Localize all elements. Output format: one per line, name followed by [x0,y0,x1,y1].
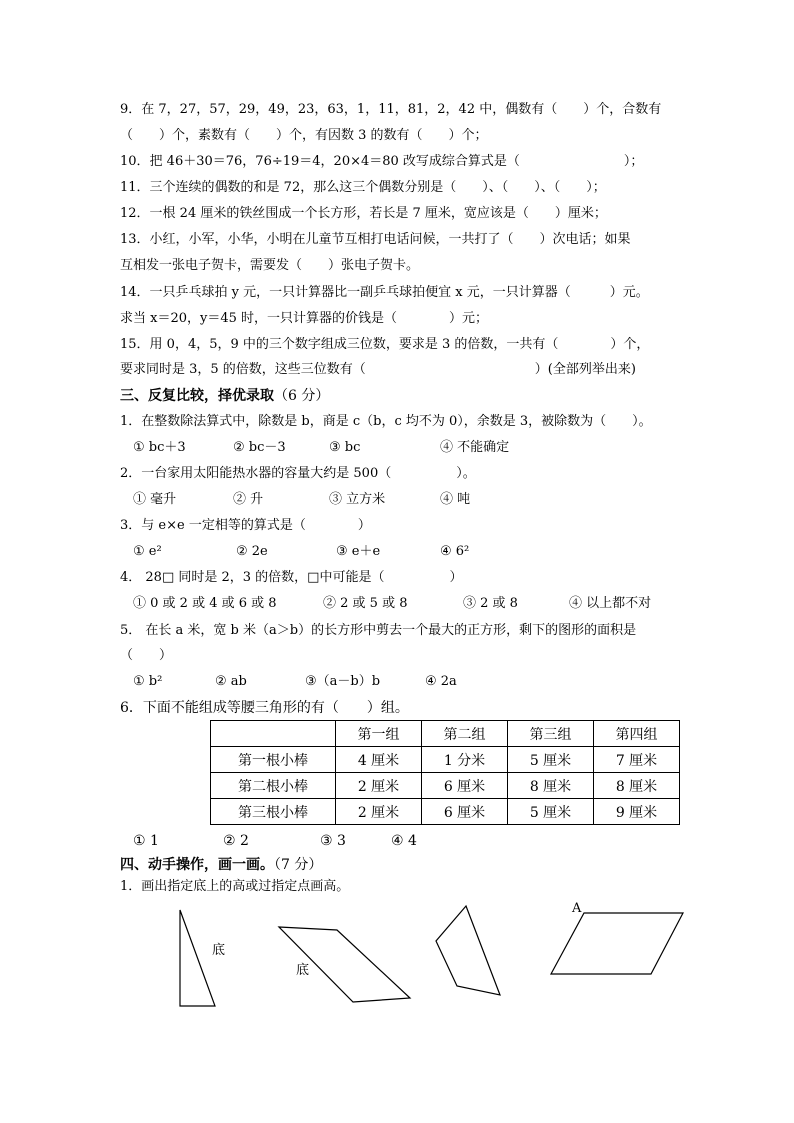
mc2-option-3[interactable]: ③ 立方米 [329,492,386,507]
mc6-option-3[interactable]: ③ 3 [320,833,346,849]
mc1-stem: 1．在整数除法算式中，除数是 b，商是 c（b，c 均不为 0），余数是 3，被除数为（ ）。 [120,414,652,429]
table-header-row [211,721,680,747]
section4-heading [120,856,322,874]
mc5-option-1[interactable]: ① b² [133,674,163,689]
point-a-label: A [572,901,582,916]
mc1-option-1[interactable]: ① bc＋3 [133,440,186,455]
q11-line: 11．三个连续的偶数的和是 72，那么这三个偶数分别是（ ）、（ ）、（ ）； [120,180,606,195]
q4-1-stem: 1．画出指定底上的高或过指定点画高。 [120,879,350,894]
table-header-cell: 第一组 [336,721,422,747]
mc1-option-4[interactable]: ④ 不能确定 [440,440,510,455]
table-cell: 第二根小棒 [211,773,336,799]
mc5-option-2[interactable]: ② ab [215,674,247,689]
right-triangle-figure[interactable] [180,910,215,1006]
q14-line2: 求当 x＝20，y＝45 时，一只计算器的价钱是（ ）元； [120,311,489,326]
parallelogram-base-label: 底 [296,963,310,978]
table-header-cell: 第二组 [422,721,508,747]
table-cell: 9 厘米 [594,799,680,825]
mc3-stem: 3．与 e×e 一定相等的算式是（ ） [120,518,371,533]
table-cell: 7 厘米 [594,747,680,773]
table-cell: 8 厘米 [508,773,594,799]
mc1-option-3[interactable]: ③ bc [329,440,361,455]
section3-heading [120,387,329,405]
mc3-option-2[interactable]: ② 2e [236,544,268,559]
section3-points: （6 分） [274,388,330,404]
mc5-stem-continued: （ ） [120,648,173,663]
mc4-option-4[interactable]: ④ 以上都不对 [569,596,652,611]
section4-title: 四、动手操作，画一画。 [120,857,274,873]
mc5-stem: 5． 在长 a 米，宽 b 米（a＞b）的长方形中剪去一个最大的正方形，剩下的图形的面积是 [120,623,637,638]
mc2-option-1[interactable]: ① 毫升 [133,492,177,507]
table-cell: 8 厘米 [594,773,680,799]
mc6-option-4[interactable]: ④ 4 [391,833,417,849]
mc6-stem: 6．下面不能组成等腰三角形的有（ ）组。 [120,700,409,716]
mc4-option-2[interactable]: ② 2 或 5 或 8 [323,596,408,611]
table-row [211,773,680,799]
geometry-figures [0,880,794,1020]
table-row [211,747,680,773]
mc6-option-1[interactable]: ① 1 [133,833,159,849]
triangle-base-label: 底 [212,943,226,958]
table-cell: 5 厘米 [508,799,594,825]
q15-line1: 15．用 0，4，5，9 中的三个数字组成三位数，要求是 3 的倍数，一共有（ ）个， [120,337,650,352]
mc2-option-4[interactable]: ④ 吨 [440,492,471,507]
table-cell: 2 厘米 [336,773,422,799]
mc4-option-1[interactable]: ① 0 或 2 或 4 或 6 或 8 [133,596,277,611]
table-header-cell [211,721,336,747]
parallelogram-figure-2[interactable] [551,913,683,974]
mc1-option-2[interactable]: ② bc－3 [233,440,286,455]
section4-points: （7 分） [274,857,323,873]
mc2-stem: 2．一台家用太阳能热水器的容量大约是 500（ ）。 [120,466,476,481]
table-cell: 第三根小棒 [211,799,336,825]
q12-line: 12．一根 24 厘米的铁丝围成一个长方形，若长是 7 厘米，宽应该是（ ）厘米； [120,206,607,221]
mc3-option-1[interactable]: ① e² [133,544,162,559]
stick-length-table [210,720,680,825]
table-cell: 2 厘米 [336,799,422,825]
q14-line1: 14．一只乒乓球拍 y 元，一只计算器比一副乒乓球拍便宜 x 元，一只计算器（ ）元。 [120,285,649,300]
table-cell: 4 厘米 [336,747,422,773]
table-cell: 5 厘米 [508,747,594,773]
q10-line: 10．把 46＋30＝76，76÷19＝4，20×4＝80 改写成综合算式是（ ）； [120,154,644,169]
mc2-option-2[interactable]: ② 升 [233,492,264,507]
table-cell: 第一根小棒 [211,747,336,773]
q13-line1: 13．小红，小军，小华，小明在儿童节互相打电话问候，一共打了（ ）次电话；如果 [120,232,631,247]
q9-line2: （ ）个，素数有（ ）个，有因数 3 的数有（ ）个； [120,128,488,143]
mc4-option-3[interactable]: ③ 2 或 8 [463,596,518,611]
mc5-option-3[interactable]: ③（a－b）b [305,674,381,689]
table-header-cell: 第四组 [594,721,680,747]
q9-line1: 9．在 7，27，57，29，49，23，63，1，11，81，2，42 中，偶数有（ ）个，合数有 [120,102,662,117]
section3-title: 三、反复比较，择优录取 [120,388,274,404]
table-cell: 6 厘米 [422,799,508,825]
q15-line2: 要求同时是 3，5 的倍数，这些三位数有（ ）(全部列举出来) [120,362,636,377]
quadrilateral-figure[interactable] [436,906,500,995]
table-cell: 6 厘米 [422,773,508,799]
table-header-cell: 第三组 [508,721,594,747]
mc3-option-3[interactable]: ③ e＋e [336,544,381,559]
table-row [211,799,680,825]
q13-line2: 互相发一张电子贺卡，需要发（ ）张电子贺卡。 [120,258,420,273]
mc5-option-4[interactable]: ④ 2a [425,674,457,689]
mc4-stem: 4． 28□ 同时是 2，3 的倍数，□中可能是（ ） [120,570,463,585]
table-cell: 1 分米 [422,747,508,773]
mc3-option-4[interactable]: ④ 6² [440,544,470,559]
mc6-option-2[interactable]: ② 2 [223,833,249,849]
